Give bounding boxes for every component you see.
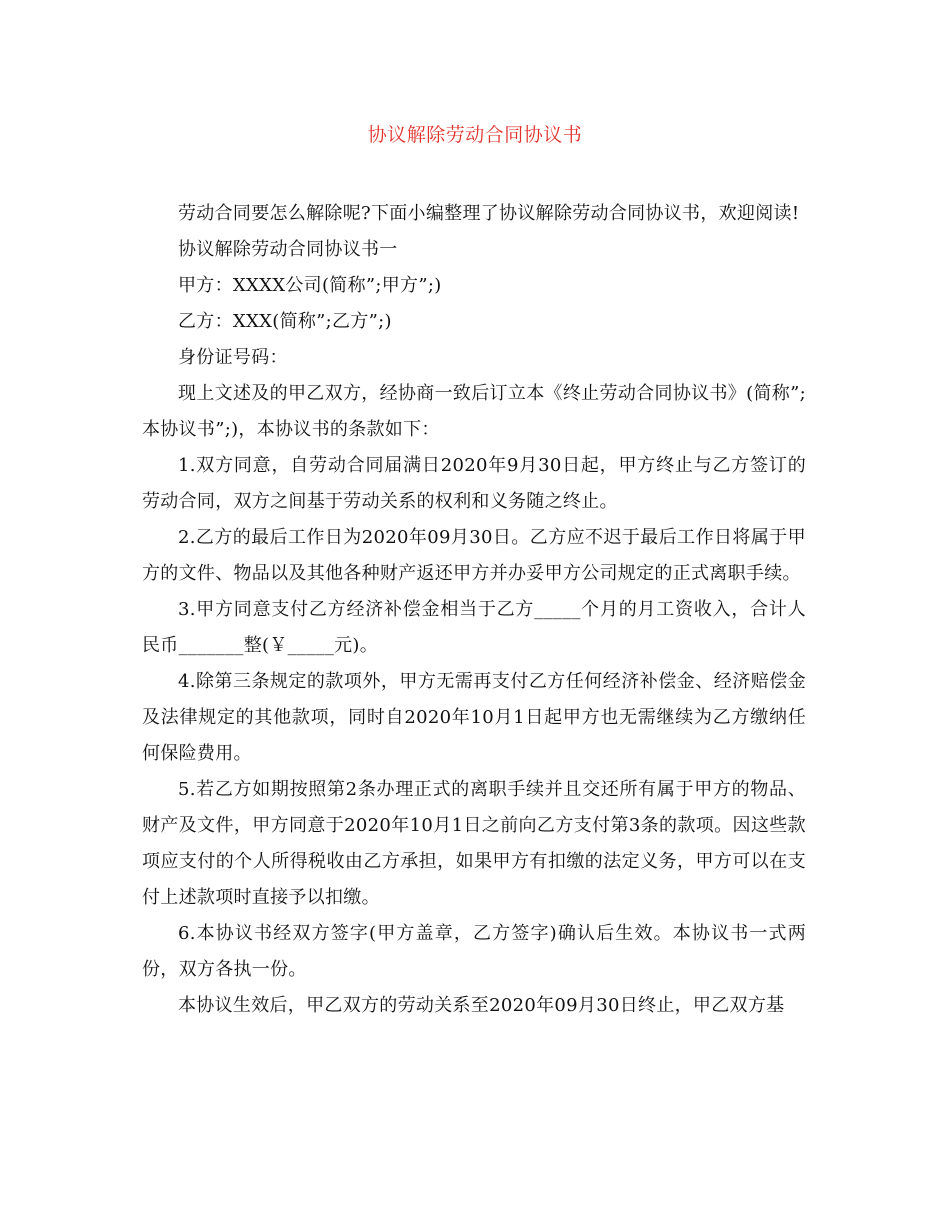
paragraph-party-b: 乙方：XXX(简称”;乙方”;) [178,311,392,332]
paragraph-subtitle: 协议解除劳动合同协议书一 [178,239,398,260]
paragraph-closing: 本协议生效后，甲乙双方的劳动关系至2020年09月30日终止，甲乙双方基 [178,995,785,1016]
paragraph-clause-2: 2.乙方的最后工作日为2020年09月30日。乙方应不迟于最后工作日将属于甲方的文件、物品以及其他各种财产返还甲方并办妥甲方公司规定的正式离职手续。 [142,527,806,584]
paragraph-id-number: 身份证号码： [178,347,288,368]
paragraph-clause-1: 1.双方同意，自劳动合同届满日2020年9月30日起，甲方终止与乙方签订的劳动合同，双方之间基于劳动关系的权利和义务随之终止。 [142,455,806,512]
paragraph-clause-3: 3.甲方同意支付乙方经济补偿金相当于乙方_____个月的月工资收入，合计人民币_______整(￥_____元)。 [142,599,806,656]
paragraph-clause-6: 6.本协议书经双方签字(甲方盖章，乙方签字)确认后生效。本协议书一式两份，双方各执一份。 [142,923,806,980]
paragraph-intro: 劳动合同要怎么解除呢?下面小编整理了协议解除劳动合同协议书，欢迎阅读! [178,203,800,224]
document-body [142,196,806,1024]
paragraph-party-a: 甲方：XXXX公司(简称”;甲方”;) [178,275,442,296]
paragraph-preamble: 现上文述及的甲乙双方，经协商一致后订立本《终止劳动合同协议书》(简称”;本协议书”;)，本协议书的条款如下： [142,383,806,440]
document-title: 协议解除劳动合同协议书 [367,124,583,146]
paragraph-clause-5: 5.若乙方如期按照第2条办理正式的离职手续并且交还所有属于甲方的物品、财产及文件，甲方同意于2020年10月1日之前向乙方支付第3条的款项。因这些款项应支付的个人所得税收由乙方承担，如果甲方有扣缴的法定义务，甲方可以在支付上述款项时直接予以扣缴。 [142,779,806,908]
paragraph-clause-4: 4.除第三条规定的款项外，甲方无需再支付乙方任何经济补偿金、经济赔偿金及法律规定的其他款项，同时自2020年10月1日起甲方也无需继续为乙方缴纳任何保险费用。 [142,671,806,764]
